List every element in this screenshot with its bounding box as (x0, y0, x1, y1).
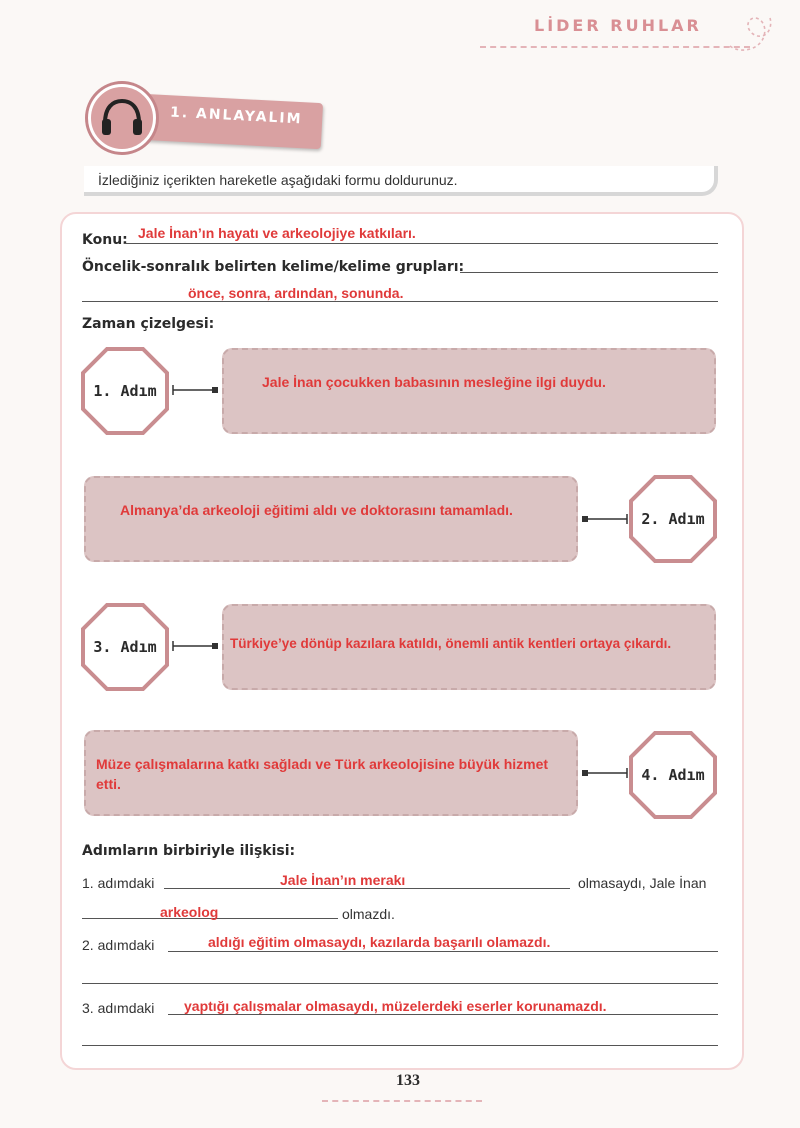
timeline-label: Zaman çizelgesi: (82, 316, 215, 332)
relation-3-answer[interactable]: yaptığı çalışmalar olmasaydı, müzelerdeki eserler korunamazdı. (184, 998, 607, 1014)
headphones-icon (91, 87, 153, 149)
step-1-connector (172, 384, 218, 396)
step-1-label: 1. Adım (93, 382, 157, 400)
relation-1-answer[interactable]: Jale İnan’ın merakı (280, 872, 406, 888)
relations-label: Adımların birbiriyle ilişkisi: (82, 843, 296, 859)
section-icon-circle (88, 84, 156, 152)
konu-answer[interactable]: Jale İnan’ın hayatı ve arkeolojiye katkıları. (138, 225, 416, 241)
step-4-text[interactable]: Müze çalışmalarına katkı sağladı ve Türk arkeolojisine büyük hizmet etti. (96, 756, 549, 792)
words-label: Öncelik-sonralık belirten kelime/kelime grupları: (82, 259, 465, 275)
relation-2-answer[interactable]: aldığı eğitim olmasaydı, kazılarda başarılı olamazdı. (208, 934, 551, 950)
section-title: 1. ANLAYALIM (169, 104, 303, 128)
words-answer[interactable]: önce, sonra, ardından, sonunda. (188, 285, 404, 301)
step-4-connector (582, 767, 628, 779)
relation-1-answer-2[interactable]: arkeolog (160, 904, 219, 920)
footer-divider (322, 1100, 482, 1102)
page-number: 133 (396, 1072, 420, 1089)
step-2-text[interactable]: Almanya’da arkeoloji eğitimi aldı ve doktorasını tamamladı. (120, 502, 513, 518)
relation-1-prefix: 1. adımdaki (82, 875, 155, 891)
step-3-label: 3. Adım (93, 638, 157, 656)
relation-2-line-2 (82, 983, 718, 984)
swirl-decoration-icon (726, 10, 776, 58)
relation-3-line (168, 1014, 718, 1015)
instruction-text: İzlediğiniz içerikten hareketle aşağıdaki formu doldurunuz. (98, 172, 458, 188)
words-line-2 (82, 301, 718, 302)
brand-title: LİDER RUHLAR (534, 16, 702, 35)
step-2-connector (582, 513, 628, 525)
relation-3-prefix: 3. adımdaki (82, 1000, 155, 1016)
step-1-text[interactable]: Jale İnan çocukken babasının mesleğine ilgi duydu. (262, 374, 606, 390)
relation-1-suffix: olmazdı. (342, 906, 395, 922)
relation-1-mid: olmasaydı, Jale İnan (578, 875, 707, 891)
konu-label: Konu: (82, 232, 128, 248)
step-3-connector (172, 640, 218, 652)
header-divider (480, 46, 750, 48)
step-3-text[interactable]: Türkiye’ye dönüp kazılara katıldı, önemli antik kentleri ortaya çıkardı. (230, 636, 672, 651)
step-4-label: 4. Adım (641, 766, 705, 784)
relation-1-line (164, 888, 570, 889)
relation-3-line-2 (82, 1045, 718, 1046)
step-2-label: 2. Adım (641, 510, 705, 528)
relation-2-prefix: 2. adımdaki (82, 937, 155, 953)
relation-2-line (168, 951, 718, 952)
words-line-1 (460, 272, 718, 273)
konu-line (124, 243, 718, 244)
